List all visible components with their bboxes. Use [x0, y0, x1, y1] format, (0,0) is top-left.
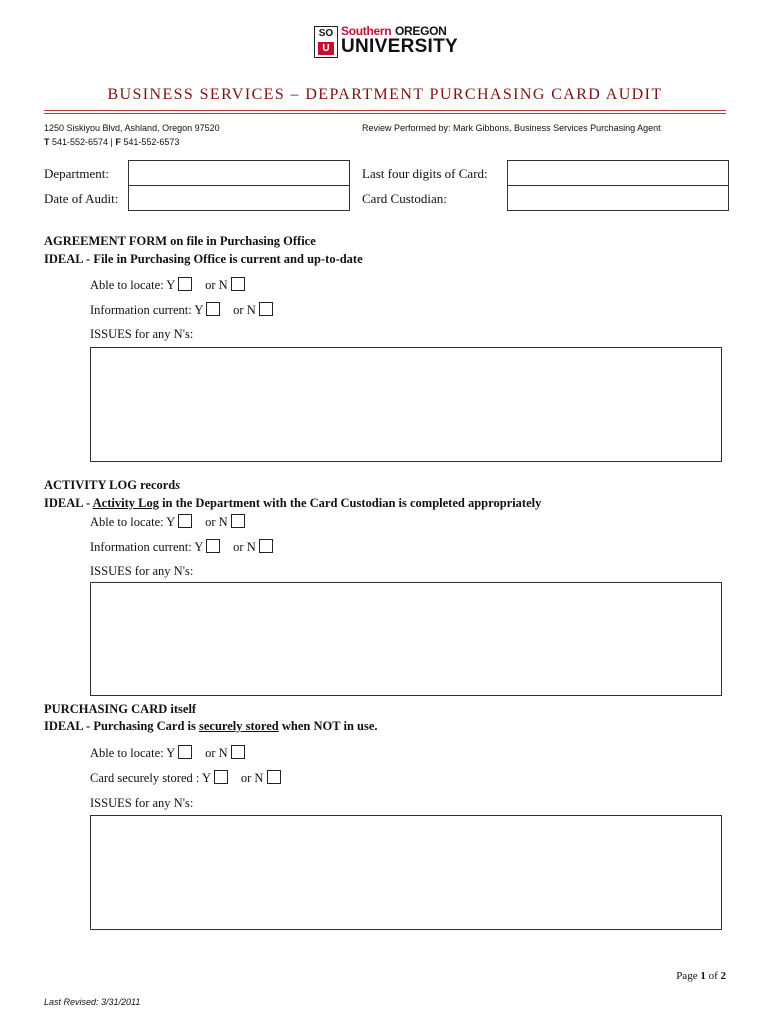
activity-locate-row [90, 514, 245, 530]
last-four-input[interactable] [507, 160, 729, 186]
sou-logo [314, 24, 459, 58]
title-divider [44, 110, 726, 111]
agreement-issues-label: ISSUES for any N's: [90, 327, 194, 341]
department-label: Department: [44, 166, 109, 181]
card-locate-label: Able to locate: Y [90, 746, 175, 760]
phone-label: T [44, 137, 50, 147]
phone-value: 541-552-6574 | [49, 137, 116, 147]
logo-oregon-text: OREGON [395, 24, 447, 38]
card-heading: PURCHASING CARD itself [44, 702, 197, 716]
address-line: 1250 Siskiyou Blvd, Ashland, Oregon 97520 [44, 123, 220, 133]
activity-issues-label: ISSUES for any N's: [90, 564, 194, 578]
activity-heading-text: ACTIVITY LOG record [44, 478, 176, 492]
activity-locate-or-n: or N [205, 515, 228, 529]
activity-ideal-post: in the Department with the Card Custodian is completed appropriately [158, 496, 542, 510]
so-monogram [314, 26, 338, 58]
agreement-locate-label: Able to locate: Y [90, 278, 175, 292]
card-secure-label: Card securely stored : Y [90, 771, 211, 785]
activity-locate-n-checkbox[interactable] [231, 514, 245, 528]
agreement-locate-n-checkbox[interactable] [231, 277, 245, 291]
card-issues-label: ISSUES for any N's: [90, 796, 194, 810]
logo-so-text: SO [318, 28, 334, 39]
phone-fax-line [44, 137, 179, 147]
agreement-current-y-checkbox[interactable] [206, 302, 220, 316]
logo-u-text: U [318, 42, 334, 55]
agreement-current-n-checkbox[interactable] [259, 302, 273, 316]
activity-current-label: Information current: Y [90, 540, 203, 554]
card-locate-row [90, 745, 245, 761]
page-current: 1 [700, 970, 706, 982]
fax-label: F [115, 137, 121, 147]
card-custodian-input[interactable] [507, 185, 729, 211]
activity-locate-y-checkbox[interactable] [178, 514, 192, 528]
activity-heading [44, 478, 180, 493]
page-of: of [705, 970, 721, 982]
activity-ideal-pre: IDEAL - [44, 496, 93, 510]
reviewer-line: Review Performed by: Mark Gibbons, Business Services Purchasing Agent [362, 123, 661, 133]
card-locate-n-checkbox[interactable] [231, 745, 245, 759]
card-ideal-link: securely stored [199, 719, 279, 733]
agreement-locate-y-checkbox[interactable] [178, 277, 192, 291]
title-divider-thin [44, 113, 726, 114]
agreement-ideal: IDEAL - File in Purchasing Office is current and up-to-date [44, 252, 363, 266]
agreement-issues-textarea[interactable] [90, 347, 722, 462]
card-issues-textarea[interactable] [90, 815, 722, 930]
activity-ideal-link: Activity Log [92, 496, 159, 510]
date-of-audit-input[interactable] [128, 185, 350, 211]
activity-current-y-checkbox[interactable] [206, 539, 220, 553]
page-total: 2 [720, 970, 726, 982]
logo-university-text: UNIVERSITY [341, 36, 459, 57]
agreement-current-or-n: or N [233, 303, 256, 317]
card-locate-or-n: or N [205, 746, 228, 760]
activity-ideal [44, 496, 541, 511]
fax-value: 541-552-6573 [120, 137, 180, 147]
activity-heading-suffix: s [175, 478, 181, 492]
logo-southern-text: Southern [341, 24, 392, 38]
card-custodian-label: Card Custodian: [362, 191, 447, 206]
activity-current-n-checkbox[interactable] [259, 539, 273, 553]
activity-issues-textarea[interactable] [90, 582, 722, 696]
card-secure-y-checkbox[interactable] [214, 770, 228, 784]
card-ideal [44, 719, 378, 734]
page-title: BUSINESS SERVICES – DEPARTMENT PURCHASING CARD AUDIT [107, 86, 663, 103]
agreement-current-label: Information current: Y [90, 303, 203, 317]
date-of-audit-label: Date of Audit: [44, 191, 119, 206]
activity-locate-label: Able to locate: Y [90, 515, 175, 529]
activity-current-row [90, 539, 273, 555]
page-prefix: Page [676, 970, 701, 982]
card-secure-n-checkbox[interactable] [267, 770, 281, 784]
activity-current-or-n: or N [233, 540, 256, 554]
card-secure-row [90, 770, 281, 786]
card-ideal-post: when NOT in use. [278, 719, 378, 733]
page-number [660, 970, 726, 982]
agreement-current-row [90, 302, 273, 318]
card-ideal-pre: IDEAL - Purchasing Card is [44, 719, 200, 733]
last-four-label: Last four digits of Card: [362, 166, 488, 181]
card-locate-y-checkbox[interactable] [178, 745, 192, 759]
last-revised: Last Revised: 3/31/2011 [44, 997, 141, 1007]
department-input[interactable] [128, 160, 350, 186]
agreement-heading: AGREEMENT FORM on file in Purchasing Office [44, 234, 316, 248]
agreement-locate-or-n: or N [205, 278, 228, 292]
card-secure-or-n: or N [240, 771, 264, 785]
agreement-locate-row [90, 277, 245, 293]
